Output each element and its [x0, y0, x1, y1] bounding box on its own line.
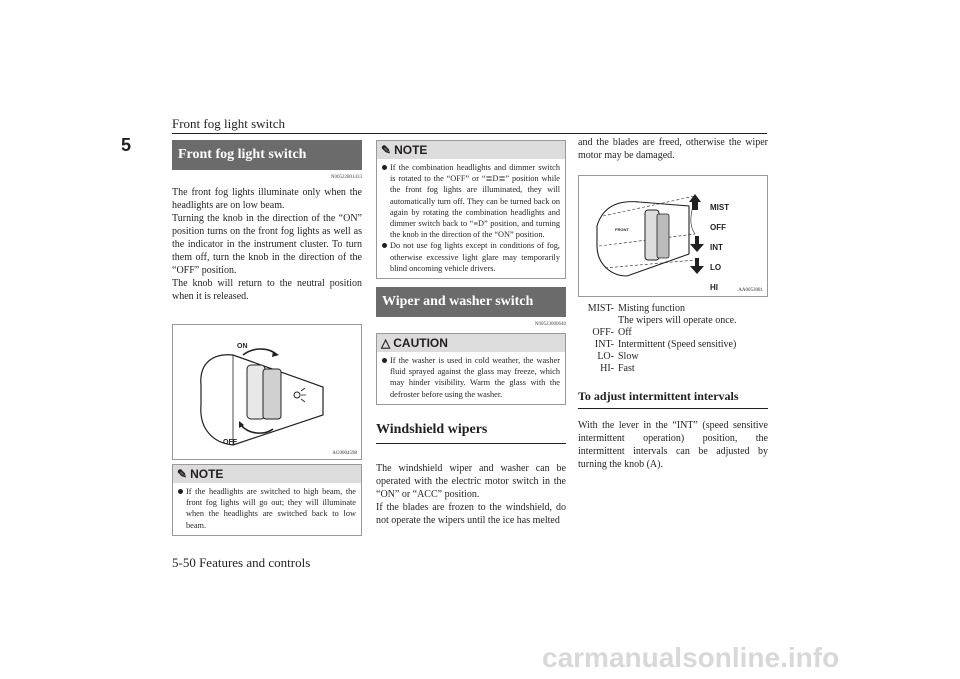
bullet-icon: [382, 358, 387, 363]
mist-label: MIST: [710, 203, 730, 212]
caution-box: [376, 333, 566, 405]
mode-row: OFF- Off: [592, 327, 632, 338]
note-header: [377, 141, 565, 159]
header-rule: [172, 133, 767, 134]
bullet-icon: [178, 489, 183, 494]
mode-row: MIST- Misting function: [587, 303, 685, 314]
caution-title: CAUTION: [393, 336, 448, 351]
section-code: N00523000640: [534, 322, 566, 328]
note-title: NOTE: [394, 143, 428, 157]
bullet-icon: [382, 243, 387, 248]
fog-on-label: ON: [237, 343, 248, 350]
paragraph: The windshield wiper and washer can be operated with the electric motor switch in the “ON” or “ACC” position.: [376, 462, 566, 500]
wiper-switch-illustration: [579, 176, 767, 296]
note-icon: ✎: [177, 467, 188, 481]
page-footer: 5-50 Features and controls: [172, 555, 311, 570]
mode-row-sub: The wipers will operate once.: [618, 315, 737, 326]
lo-label: LO: [710, 263, 722, 272]
note-title: NOTE: [190, 467, 224, 481]
wiper-switch-figure: [578, 175, 768, 297]
note-icon: ✎: [381, 143, 392, 157]
note-box: [172, 464, 362, 536]
mode-row: LO- Slow: [597, 351, 639, 362]
column-3: [578, 136, 768, 471]
mode-row: HI- Fast: [600, 363, 635, 374]
figure-id: AA0053081: [738, 288, 763, 293]
paragraph: With the lever in the “INT” (speed sensitive intermittent operation) position, the intermittent intervals can be adjusted by turning the knob (A).: [578, 420, 768, 470]
column-1: [172, 140, 362, 536]
note-bullet: If the combination headlights and dimmer switch is rotated to the “OFF” or “≣D≣” position while the front fog lights are illuminated, they will automatically turn off. They can be turned back on again by rotating the combination headlights and dimmer switch back to “≡D” position, and turning the knob in the direction of the “ON” position.: [382, 162, 560, 240]
caution-bullet: If the washer is used in cold weather, the washer fluid sprayed against the glass may freeze, which may hinder visibility. Warm the glass with the defroster before using the washer.: [382, 355, 560, 400]
warning-triangle-icon: △: [381, 336, 391, 351]
subsection-heading-windshield: Windshield wipers: [376, 415, 566, 444]
section-heading-wiper: Wiper and washer switch: [376, 287, 566, 317]
paragraph: The knob will return to the neutral position when it is released.: [172, 278, 362, 302]
chapter-tab: 5: [120, 135, 131, 155]
front-label: FRONT: [615, 227, 629, 232]
paragraph: The front fog lights illuminate only when the headlights are on low beam.: [172, 187, 362, 211]
paragraph: If the blades are frozen to the windshield, do not operate the wipers until the ice has melted: [376, 501, 566, 526]
paragraph: and the blades are freed, otherwise the wiper motor may be damaged.: [578, 137, 768, 161]
bullet-icon: [382, 165, 387, 170]
hi-label: HI: [710, 283, 718, 292]
fog-switch-illustration: [173, 325, 361, 459]
figure-id: AG0004598: [332, 451, 357, 456]
note-box: [376, 140, 566, 279]
paragraph: Turning the knob in the direction of the “ON” position turns on the front fog lights as well as the indicator in the instrument cluster. To turn them off, turn the knob in the direction of the “OFF” position.: [172, 213, 362, 276]
wiper-modes-list: [578, 303, 768, 375]
note-bullet: Do not use fog lights except in conditions of fog, otherwise excessive light glare may temporarily blind oncoming vehicle drivers.: [382, 240, 560, 274]
off-label: OFF: [710, 223, 726, 232]
watermark: carmanualsonline.info: [542, 642, 840, 673]
fog-off-label: OFF: [223, 439, 237, 446]
caution-header: [377, 334, 565, 352]
column-2: [376, 140, 566, 527]
note-bullet: If the headlights are switched to high beam, the front fog lights will go out; they will illuminate when the headlights are switched back to low beam.: [178, 486, 356, 531]
section-code: N00522801433: [330, 175, 362, 180]
mode-row: INT- Intermittent (Speed sensitive): [594, 339, 737, 350]
page-header-title: Front fog light switch: [172, 116, 286, 131]
fog-switch-figure: [172, 324, 362, 460]
subsection-heading-intermittent: To adjust intermittent intervals: [578, 375, 768, 409]
section-heading-front-fog: Front fog light switch: [172, 140, 362, 170]
int-label: INT: [710, 243, 723, 252]
note-header: [173, 465, 361, 483]
